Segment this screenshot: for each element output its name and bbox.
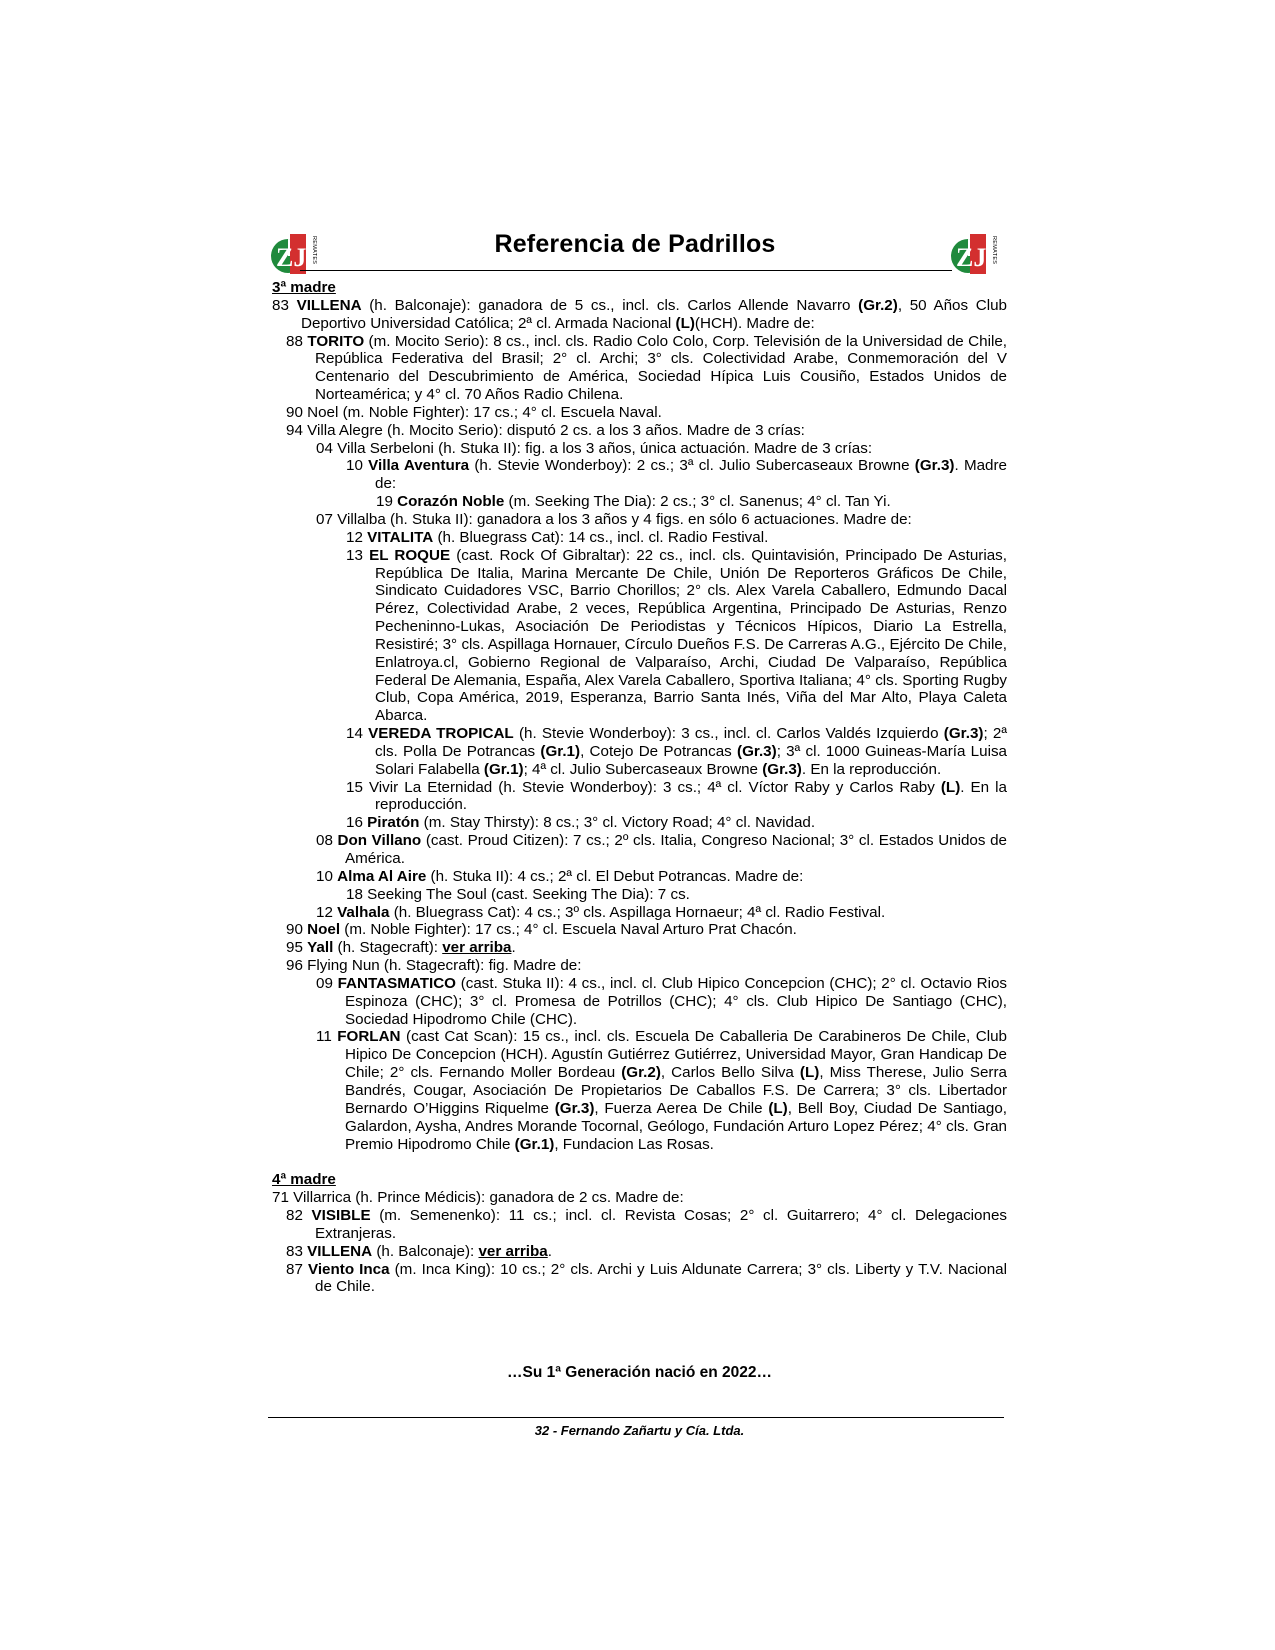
pedigree-entry: 10 Villa Aventura (h. Stevie Wonderboy): 2 cs.; 3ª cl. Julio Subercaseaux Browne (Gr.3). Madre de: [346, 457, 1008, 493]
pedigree-entry: 16 Piratón (m. Stay Thirsty): 8 cs.; 3° cl. Victory Road; 4° cl. Navidad. [346, 814, 816, 832]
pedigree-entry: 96 Flying Nun (h. Stagecraft): fig. Madre de: [286, 957, 582, 975]
logo-letters: ZJ [956, 243, 987, 272]
pedigree-entry: 87 Viento Inca (m. Inca King): 10 cs.; 2° cls. Archi y Luis Aldunate Carrera; 3° cls. Liberty y T.V. Nacional de Chile. [286, 1260, 1007, 1296]
pedigree-content [272, 279, 1007, 1296]
section-title: 3ª madre [272, 279, 336, 296]
pedigree-entry: 83 VILLENA (h. Balconaje): ganadora de 5 cs., incl. cls. Carlos Allende Navarro (Gr.2), 50 Años Club Deportivo Universidad Católica; 2ª cl. Armada Nacional (L)(HCH). Madre de: [272, 296, 1007, 332]
generation-note: …Su 1ª Generación nació en 2022… [506, 1364, 773, 1381]
pedigree-entry: 12 VITALITA (h. Bluegrass Cat): 14 cs., incl. cl. Radio Festival. [346, 528, 769, 546]
pedigree-entry: 88 TORITO (m. Mocito Serio): 8 cs., incl. cls. Radio Colo Colo, Corp. Televisión de la Universidad de Chile, República Federativa del Brasil; 2° cl. Archi; 3° cls. Colectividad Arabe, Conmemoración del V Centenario del Descubrimiento de América, Sociedad Hípica Luis Cousiño, Estados Unidos de Norteamérica; y 4° cl. 70 Años Radio Chilena. [286, 332, 1007, 404]
pedigree-entry: 19 Corazón Noble (m. Seeking The Dia): 2 cs.; 3° cl. Sanenus; 4° cl. Tan Yi. [376, 493, 891, 511]
pedigree-entry: 07 Villalba (h. Stuka II): ganadora a los 3 años y 4 figs. en sólo 6 actuaciones. Madre de: [316, 510, 912, 528]
section-title: 4ª madre [272, 1171, 336, 1189]
company-logo-right [950, 228, 1004, 278]
pedigree-entry: 10 Alma Al Aire (h. Stuka II): 4 cs.; 2ª cl. El Debut Potrancas. Madre de: [316, 867, 804, 885]
pedigree-entry: 94 Villa Alegre (h. Mocito Serio): disputó 2 cs. a los 3 años. Madre de 3 crías: [286, 421, 805, 439]
title-divider [300, 270, 952, 271]
pedigree-entry: 12 Valhala (h. Bluegrass Cat): 4 cs.; 3º cls. Aspillaga Hornaeur; 4ª cl. Radio Festival. [316, 903, 886, 921]
pedigree-entry: 18 Seeking The Soul (cast. Seeking The Dia): 7 cs. [346, 885, 690, 903]
pedigree-entry: 71 Villarrica (h. Prince Médicis): ganadora de 2 cs. Madre de: [272, 1189, 684, 1207]
logo-word: REMATES [991, 236, 997, 265]
pedigree-entry: 11 FORLAN (cast Cat Scan): 15 cs., incl. cls. Escuela De Caballeria De Carabineros De Chile, Club Hipico De Concepcion (HCH). Agustín Gutiérrez Gutiérrez, Universidad Mayor, Gran Handicap De Chile; 2° cls. Fernando Moller Bordeau (Gr.2), Carlos Bello Silva (L), Miss Therese, Julio Serra Bandrés, Cougar, Asociación De Propietarios De Caballos F.S. De Carrera; 3° cls. Libertador Bernardo O’Higgins Riquelme (Gr.3), Fuerza Aerea De Chile (L), Bell Boy, Ciudad De Santiago, Galardon, Aysha, Andres Morande Tocornal, Geólogo, Fundación Arturo Lopez Pérez; 4° cls. Gran Premio Hipodromo Chile (Gr.1), Fundacion Las Rosas. [316, 1028, 1007, 1153]
pedigree-entry: 90 Noel (m. Noble Fighter): 17 cs.; 4° cl. Escuela Naval Arturo Prat Chacón. [286, 921, 797, 939]
page-title: Referencia de Padrillos [494, 230, 776, 258]
logo-word: REMATES [311, 236, 317, 265]
pedigree-entry: 95 Yall (h. Stagecraft): ver arriba. [286, 939, 516, 957]
pedigree-entry: 83 VILLENA (h. Balconaje): ver arriba. [286, 1242, 552, 1260]
pedigree-entry: 82 VISIBLE (m. Semenenko): 11 cs.; incl. cl. Revista Cosas; 2° cl. Guitarrero; 4° cl. Delegaciones Extranjeras. [286, 1207, 1007, 1242]
pedigree-entry: 14 VEREDA TROPICAL (h. Stevie Wonderboy): 3 cs., incl. cl. Carlos Valdés Izquierdo (Gr.3); 2ª cls. Polla De Potrancas (Gr.1), Cotejo De Potrancas (Gr.3); 3ª cl. 1000 Guineas-María Luisa Solari Falabella (Gr.1); 4ª cl. Julio Subercaseaux Browne (Gr.3). En la reproducción. [346, 725, 1007, 778]
logo-letters: ZJ [276, 243, 307, 272]
footer-divider [268, 1417, 1004, 1418]
page-footer: 32 - Fernando Zañartu y Cía. Ltda. [534, 1423, 745, 1438]
pedigree-entry: 04 Villa Serbeloni (h. Stuka II): fig. a los 3 años, única actuación. Madre de 3 crías: [316, 439, 873, 457]
pedigree-entry: 13 EL ROQUE (cast. Rock Of Gibraltar): 22 cs., incl. cls. Quintavisión, Principado De Asturias, República De Italia, Marina Mercante De Chile, Unión De Reporteros Gráficos De Chile, Sindicato Cuidadores VSC, Barrio Chorillos; 2° cls. Alex Varela Caballero, Edmundo Dacal Pérez, Colectividad Arabe, 2 veces, República Argentina, Principado De Asturias, Renzo Pecheninno-Lukas, Asociación De Periodistas y Técnicos Hípicos, Diario La Estrella, Resistiré; 3° cls. Aspillaga Hornauer, Círculo Dueños F.S. De Carreras A.G., Ejército De Chile, Enlatroya.cl, Gobierno Regional de Valparaíso, Archi, Ciudad De Valparaíso, República Federal De Alemania, España, Alex Varela Caballero, Sportiva Italiana; 4° cls. Sporting Rugby Club, Copa América, 2019, Esperanza, Barrio Santa Inés, Viña del Mar Alto, Playa Caleta Abarca. [346, 546, 1007, 725]
pedigree-entry: 90 Noel (m. Noble Fighter): 17 cs.; 4° cl. Escuela Naval. [286, 403, 662, 421]
section-gap [272, 1153, 1007, 1171]
pedigree-entry: 08 Don Villano (cast. Proud Citizen): 7 cs.; 2º cls. Italia, Congreso Nacional; 3° cl. Estados Unidos de América. [316, 832, 1007, 867]
pedigree-entry: 15 Vivir La Eternidad (h. Stevie Wonderboy): 3 cs.; 4ª cl. Víctor Raby y Carlos Raby (L). En la reproducción. [346, 778, 1008, 814]
pedigree-entry: 09 FANTASMATICO (cast. Stuka II): 4 cs., incl. cl. Club Hipico Concepcion (CHC); 2° cl. Octavio Rios Espinoza (CHC); 3° cl. Promesa de Potrillos (CHC); 4° cls. Club Hipico De Santiago (CHC), Sociedad Hipodromo Chile (CHC). [316, 974, 1007, 1028]
